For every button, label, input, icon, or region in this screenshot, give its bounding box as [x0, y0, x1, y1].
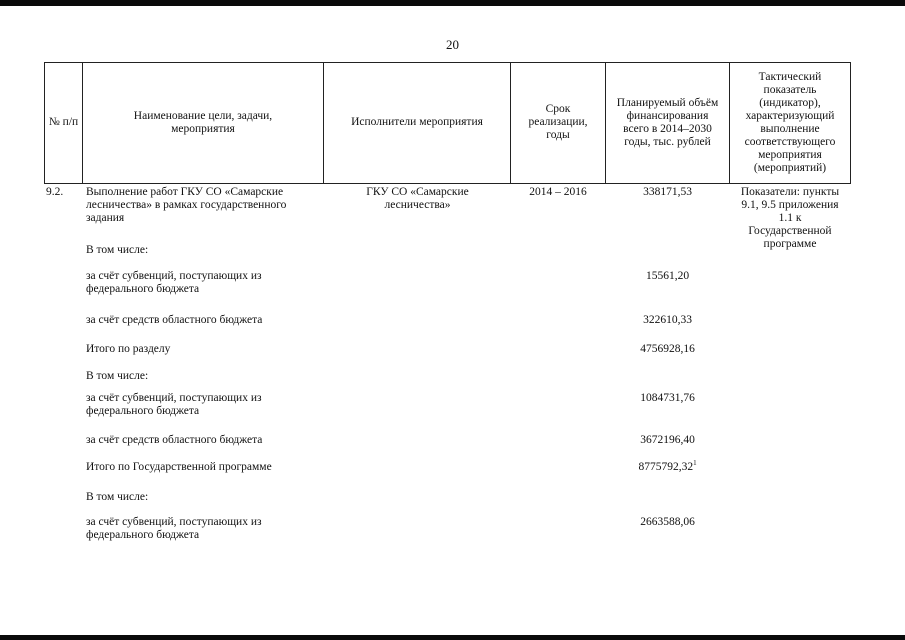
- row-label: за счёт субвенций, поступающих из федерального бюджета: [86, 270, 262, 295]
- header-executors: Исполнители мероприятия: [351, 116, 483, 128]
- row-amount-value: 8775792,32: [638, 461, 694, 473]
- row-label: В том числе:: [86, 370, 149, 382]
- header-term: Срок реализации, годы: [528, 103, 588, 141]
- scan-top-border: [0, 0, 905, 6]
- page-number: 20: [446, 37, 459, 52]
- item-number: 9.2.: [46, 186, 64, 198]
- row-amount: 1084731,76: [640, 392, 695, 404]
- item-indicator: Показатели: пункты 9.1, 9.5 приложения 1.1 к Государственной программе: [740, 186, 840, 250]
- row-amount: 322610,33: [643, 314, 692, 326]
- column-divider: [850, 62, 851, 184]
- row-label: за счёт средств областного бюджета: [86, 314, 263, 326]
- row-label: В том числе:: [86, 491, 149, 503]
- row-label: за счёт средств областного бюджета: [86, 434, 263, 446]
- row-amount: [606, 461, 729, 474]
- item-name: Выполнение работ ГКУ СО «Самарские лесничества» в рамках государственного задания: [86, 186, 287, 224]
- row-label: Итого по Государственной программе: [86, 461, 272, 473]
- header-indicator: Тактический показатель (индикатор), характеризующий выполнение соответствующего мероприятия (мероприятий): [744, 70, 836, 174]
- row-amount: 15561,20: [645, 270, 690, 282]
- footnote-mark: 1: [693, 459, 697, 468]
- row-label: за счёт субвенций, поступающих из федерального бюджета: [86, 392, 262, 417]
- row-amount: 2663588,06: [640, 516, 695, 528]
- item-term: 2014 – 2016: [529, 186, 587, 198]
- row-label: Итого по разделу: [86, 343, 171, 355]
- header-num: № п/п: [48, 116, 79, 128]
- row-amount: 4756928,16: [640, 343, 695, 355]
- row-label: за счёт субвенций, поступающих из федерального бюджета: [86, 516, 262, 541]
- scan-bottom-border: [0, 635, 905, 640]
- item-executor: ГКУ СО «Самарские лесничества»: [366, 186, 469, 211]
- item-amount: 338171,53: [643, 186, 692, 198]
- row-amount: 3672196,40: [640, 434, 695, 446]
- header-funding: Планируемый объём финансирования всего в 2014–2030 годы, тыс. рублей: [616, 96, 719, 148]
- header-name: Наименование цели, задачи, мероприятия: [133, 109, 273, 135]
- row-label: В том числе:: [86, 244, 149, 256]
